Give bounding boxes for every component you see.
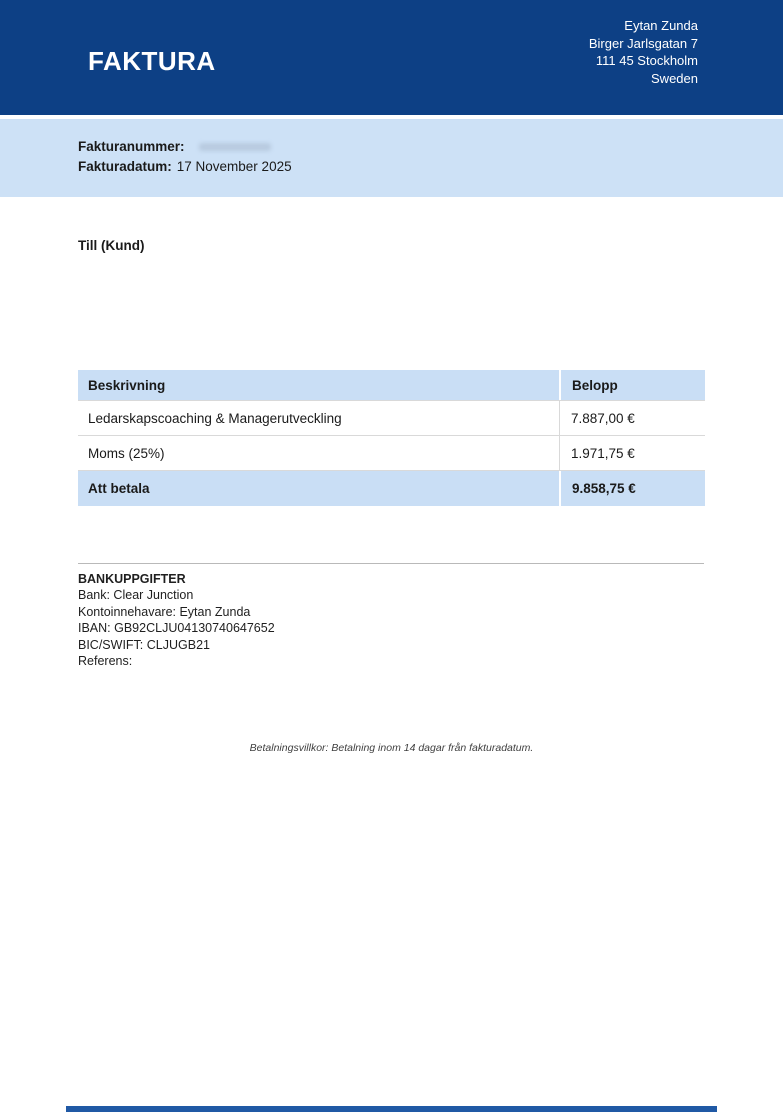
bank-line: Bank: Clear Junction	[78, 588, 194, 603]
table-header-row	[78, 370, 705, 401]
line-item-amount: 7.887,00 €	[559, 401, 705, 435]
bank-line: Kontoinnehavare: Eytan Zunda	[78, 604, 251, 619]
line-item-description: Ledarskapscoaching & Managerutveckling	[88, 410, 342, 426]
bottom-accent-bar	[66, 1106, 717, 1112]
table-row	[78, 401, 705, 436]
bank-line: IBAN: GB92CLJU04130740647652	[78, 621, 275, 636]
invoice-date-line	[78, 157, 292, 177]
line-items-table	[78, 370, 705, 506]
invoice-meta-lines	[78, 137, 292, 176]
invoice-number-line	[78, 137, 292, 157]
table-row	[78, 436, 705, 471]
table-total-row	[78, 471, 705, 506]
invoice-number-redacted-smudge	[199, 143, 271, 151]
sender-name: Eytan Zunda	[624, 18, 698, 33]
page-title: FAKTURA	[88, 46, 216, 76]
bank-line: Referens:	[78, 654, 133, 669]
bank-line: BIC/SWIFT: CLJUGB21	[78, 637, 210, 652]
bank-heading: BANKUPPGIFTER	[78, 572, 186, 586]
header-band	[0, 0, 783, 115]
line-item-description: Moms (25%)	[88, 445, 165, 461]
table-header-amount: Belopp	[559, 370, 705, 400]
sender-country: Sweden	[651, 70, 698, 86]
sender-city: 111 45 Stockholm	[595, 53, 698, 68]
total-label: Att betala	[88, 481, 150, 496]
bank-details-block	[78, 571, 275, 669]
table-header-description: Beskrivning	[88, 377, 166, 393]
invoice-meta-band	[0, 119, 783, 197]
payment-terms: Betalningsvillkor: Betalning inom 14 dagar från fakturadatum.	[249, 742, 534, 754]
sender-address-block	[589, 17, 698, 87]
line-item-amount: 1.971,75 €	[559, 436, 705, 470]
invoice-date-value: 17 November 2025	[176, 158, 292, 174]
recipient-heading: Till (Kund)	[78, 238, 145, 253]
bank-section-divider	[78, 563, 704, 564]
total-amount: 9.858,75 €	[559, 471, 705, 506]
sender-street: Birger Jarlsgatan 7	[588, 35, 698, 51]
invoice-number-label: Fakturanummer:	[78, 139, 185, 154]
invoice-date-label: Fakturadatum:	[78, 158, 172, 174]
